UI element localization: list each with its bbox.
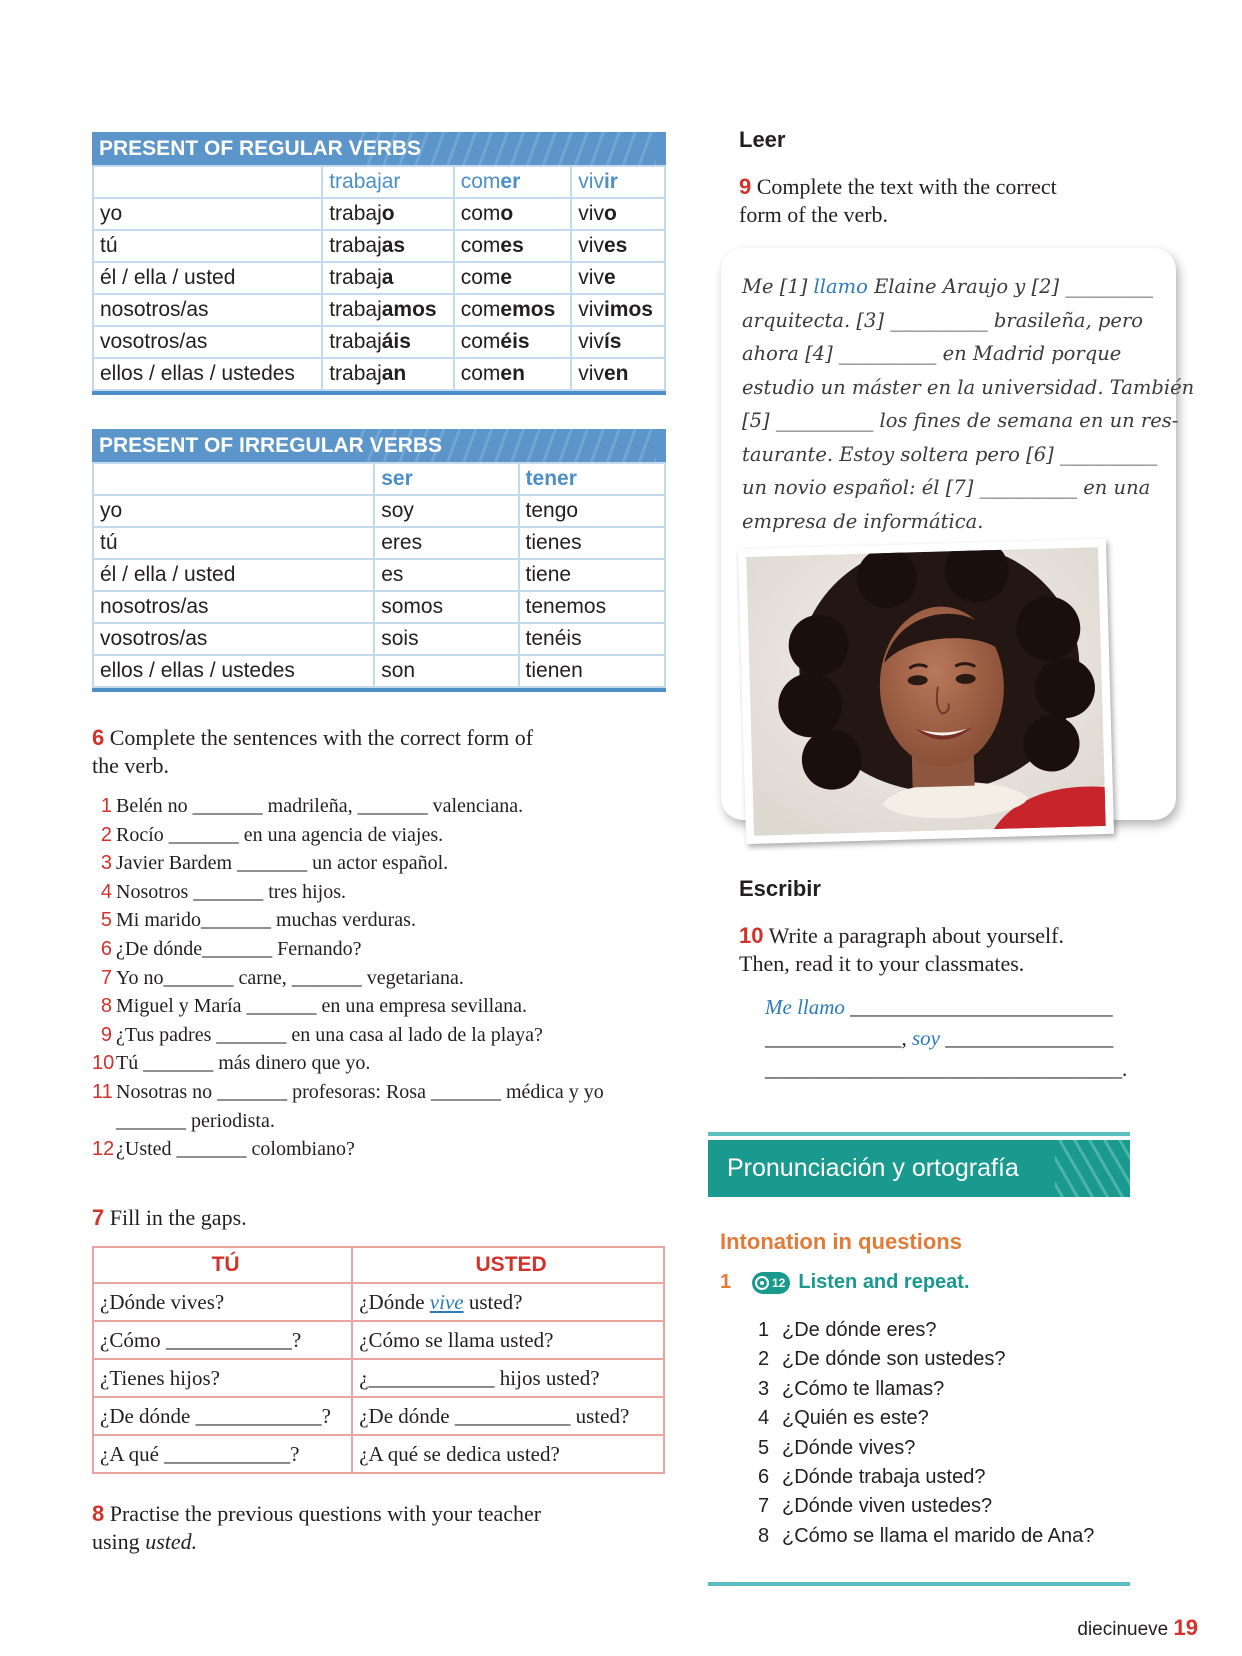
card-line-text-end: Elaine Araujo y [2] _________ (867, 275, 1154, 298)
item-text: Nosotras no _______ profesoras: Rosa _______ médica y yo (116, 1080, 604, 1103)
conjugation-cell: trabaja (322, 262, 454, 294)
ex10-number: 10 (739, 923, 764, 948)
conjugation-cell: vivís (571, 326, 665, 358)
conjugation-cell: comen (454, 358, 572, 390)
item-text: Rocío _______ en una agencia de viajes. (116, 823, 444, 846)
item-number: 8 (758, 1524, 770, 1547)
item-text: Javier Bardem _______ un actor español. (116, 852, 449, 875)
conjugation-cell: tenéis (519, 623, 665, 655)
conjugation-cell: trabajáis (322, 326, 454, 358)
table-bottom-rule (92, 688, 666, 692)
item-text: ¿Dónde viven ustedes? (782, 1495, 993, 1518)
item-text: ¿Cómo se llama el marido de Ana? (782, 1524, 1095, 1547)
list-item (758, 1404, 1094, 1433)
list-item (758, 1522, 1094, 1551)
ex9-line1: Complete the text with the correct (756, 174, 1057, 199)
ex7-instruction (92, 1204, 247, 1232)
table-row (93, 655, 665, 687)
cd-audio-icon[interactable] (752, 1272, 790, 1294)
usted-text: ¿Dónde (359, 1289, 430, 1314)
conjugation-cell: tiene (519, 559, 665, 591)
tu-cell: ¿Cómo ____________? (93, 1321, 352, 1359)
conjugation-cell: eres (374, 527, 518, 559)
list-item (92, 849, 682, 878)
item-number: 9 (100, 1023, 112, 1046)
pronunciation-bar (708, 1140, 1130, 1197)
table-row (93, 591, 665, 623)
escribir-heading: Escribir (739, 876, 821, 901)
pron-top-rule (708, 1132, 1130, 1136)
tu-usted-header (93, 1247, 664, 1283)
reading-card-text (742, 270, 1195, 538)
item-number: 6 (758, 1466, 770, 1489)
item-text: ¿Usted _______ colombiano? (116, 1138, 355, 1161)
table-row (93, 559, 665, 591)
ex8-line1: Practise the previous questions with your teacher (109, 1501, 542, 1526)
item-text: _______ periodista. (116, 1109, 275, 1132)
list-item (92, 992, 682, 1021)
item-text: ¿De dónde eres? (782, 1319, 937, 1341)
list-item (758, 1492, 1094, 1521)
usted-text: ¿De dónde ___________ usted? (359, 1403, 630, 1428)
item-text: ¿Cómo te llamas? (782, 1377, 945, 1400)
ex8-number: 8 (92, 1501, 105, 1526)
pronoun-cell: nosotros/as (93, 591, 374, 623)
conjugation-cell: soy (374, 495, 518, 527)
usted-text: ¿Cómo se llama usted? (359, 1327, 554, 1352)
conjugation-cell: vive (571, 262, 665, 294)
item-number: 7 (100, 966, 112, 989)
list-item (92, 1135, 682, 1164)
conjugation-cell: tienes (519, 527, 665, 559)
conjugation-cell: comemos (454, 294, 572, 326)
list-item (758, 1316, 1094, 1345)
item-number: 12 (92, 1138, 115, 1161)
header-vivir: vivir (571, 166, 665, 198)
conjugation-cell: sois (374, 623, 518, 655)
conjugation-cell: vivo (571, 198, 665, 230)
writing-blank-2[interactable]: _____________ (765, 1026, 902, 1050)
list-item (92, 935, 682, 964)
item-text: Mi marido_______ muchas verduras. (116, 909, 416, 932)
card-line-text: [5] __________ los fines de semana en un res- (742, 409, 1179, 432)
conjugation-cell: trabajo (322, 198, 454, 230)
writing-blank-3[interactable]: ________________ (945, 1026, 1114, 1050)
ex6-instruction (92, 724, 672, 780)
leer-heading: Leer (739, 127, 786, 152)
item-number: 7 (758, 1495, 770, 1518)
item-number: 2 (100, 823, 112, 846)
conjugation-cell: tienen (519, 655, 665, 687)
item-text: Miguel y María _______ en una empresa sevillana. (116, 995, 527, 1018)
card-line (742, 371, 1195, 405)
list-item (92, 821, 682, 850)
usted-cell (352, 1397, 664, 1435)
ex10-line1: Write a paragraph about yourself. (768, 923, 1064, 948)
table-row (93, 1435, 664, 1473)
list-item (92, 964, 682, 993)
item-text: Tú _______ más dinero que yo. (116, 1052, 371, 1075)
table-row (93, 262, 665, 294)
ex6-line1: Complete the sentences with the correct form of (109, 725, 534, 750)
table-row (93, 1321, 664, 1359)
ex9-number: 9 (739, 174, 752, 199)
header-tener: tener (519, 463, 665, 495)
card-line (742, 304, 1162, 338)
tu-cell: ¿A qué ____________? (93, 1435, 352, 1473)
pron-ex1-number: 1 (720, 1271, 732, 1293)
pronoun-cell: ellos / ellas / ustedes (93, 358, 322, 390)
col-usted: USTED (352, 1247, 664, 1283)
usted-cell (352, 1435, 664, 1473)
cd-track-number: 12 (772, 1275, 786, 1290)
list-item (92, 1049, 682, 1078)
conjugation-cell: somos (374, 591, 518, 623)
item-number: 2 (758, 1348, 770, 1371)
pron-ex1-text: Listen and repeat. (798, 1271, 970, 1293)
table-bottom-rule (92, 391, 666, 395)
card-line-text: estudio un máster en la universidad. También (742, 375, 1195, 399)
page-footer (1077, 1615, 1198, 1641)
conjugation-cell: comes (454, 230, 572, 262)
header-comer: comer (454, 166, 572, 198)
col-tu: TÚ (93, 1247, 352, 1283)
conjugation-cell: viven (571, 358, 665, 390)
item-text: ¿De dónde son ustedes? (782, 1348, 1006, 1371)
soy-label: soy (912, 1026, 940, 1050)
conjugation-cell: son (374, 655, 518, 687)
item-number: 5 (100, 909, 112, 932)
header-ser: ser (374, 463, 518, 495)
usted-cell (352, 1359, 664, 1397)
pronoun-cell: nosotros/as (93, 294, 322, 326)
table-row (93, 623, 665, 655)
ex9-instruction (739, 173, 1159, 229)
conjugation-cell: es (374, 559, 518, 591)
usted-cell (352, 1283, 664, 1321)
ex8-instruction (92, 1500, 692, 1556)
writing-blank-1[interactable]: _________________________ (850, 995, 1113, 1019)
list-item (92, 1078, 682, 1107)
list-item (758, 1375, 1094, 1404)
card-line (742, 270, 1162, 304)
usted-cell (352, 1321, 664, 1359)
writing-blank-4[interactable]: __________________________________. (765, 1057, 1128, 1081)
tu-cell: ¿Tienes hijos? (93, 1359, 352, 1397)
pronoun-cell: vosotros/as (93, 326, 322, 358)
regular-verbs-table (92, 132, 666, 395)
conjugation-cell: tenemos (519, 591, 665, 623)
card-line-text: ahora [4] __________ en Madrid porque (742, 342, 1122, 365)
pronoun-cell: él / ella / usted (93, 559, 374, 591)
pronoun-cell: él / ella / usted (93, 262, 322, 294)
item-number: 6 (100, 937, 112, 960)
card-line-text: taurante. Estoy soltera pero [6] __________ (742, 442, 1158, 466)
conjugation-cell: vivimos (571, 294, 665, 326)
pronoun-cell: yo (93, 495, 374, 527)
card-line (742, 337, 1162, 371)
list-item (758, 1345, 1094, 1374)
ex8-line2-em: usted. (145, 1529, 198, 1554)
item-text: Yo no_______ carne, _______ vegetariana. (116, 966, 464, 989)
intonation-subheading: Intonation in questions (720, 1229, 962, 1254)
questions-list (758, 1316, 1094, 1551)
list-item (92, 1107, 682, 1136)
table-row (93, 230, 665, 262)
portrait-photo (738, 539, 1114, 844)
item-text: ¿Dónde trabaja usted? (782, 1466, 986, 1489)
pronoun-cell: ellos / ellas / ustedes (93, 655, 374, 687)
table-header-row (93, 166, 665, 198)
table-row (93, 326, 665, 358)
item-text: ¿Dónde vives? (782, 1436, 916, 1459)
usted-text-end: usted? (463, 1289, 523, 1314)
item-text: Belén no _______ madrileña, _______ valenciana. (116, 795, 524, 817)
conjugation-cell: trabajas (322, 230, 454, 262)
ex6-list (92, 792, 682, 1164)
ex8-line2-pre: using (92, 1529, 146, 1554)
conjugation-cell: tengo (519, 495, 665, 527)
table-row (93, 198, 665, 230)
ex7-number: 7 (92, 1205, 105, 1230)
pron-ex1-instruction (720, 1271, 970, 1294)
list-item (92, 792, 682, 821)
card-line (742, 404, 1179, 438)
item-text: Nosotros _______ tres hijos. (116, 880, 346, 903)
page-number-word: diecinueve (1077, 1619, 1169, 1640)
pronoun-cell: tú (93, 230, 322, 262)
ex6-number: 6 (92, 725, 105, 750)
card-line-text: empresa de informática. (742, 509, 984, 533)
conjugation-cell: coméis (454, 326, 572, 358)
pron-bottom-rule (708, 1582, 1130, 1586)
ex7-title: Fill in the gaps. (109, 1205, 247, 1230)
item-number: 5 (758, 1436, 770, 1459)
item-number: 4 (100, 880, 112, 903)
irregular-verbs-table (92, 429, 666, 692)
card-line (742, 471, 1162, 505)
table-row (93, 358, 665, 390)
table-row (93, 495, 665, 527)
list-item (92, 906, 682, 935)
item-text: ¿De dónde_______ Fernando? (116, 937, 362, 960)
item-number: 3 (758, 1377, 770, 1400)
irregular-verbs-title-bar (92, 429, 666, 462)
ex10-line2: Then, read it to your classmates. (739, 951, 1025, 976)
tu-cell: ¿Dónde vives? (93, 1283, 352, 1321)
list-item (92, 878, 682, 907)
table-header-row (93, 463, 665, 495)
comma: , (901, 1026, 912, 1050)
me-llamo-label: Me llamo (765, 995, 845, 1019)
item-number: 4 (758, 1407, 770, 1430)
item-number: 3 (100, 852, 112, 875)
card-answer: llamo (813, 275, 868, 298)
pronoun-cell: yo (93, 198, 322, 230)
list-item (758, 1434, 1094, 1463)
conjugation-cell: trabajamos (322, 294, 454, 326)
pronoun-cell: vosotros/as (93, 623, 374, 655)
item-number: 1 (758, 1319, 770, 1341)
table-row (93, 1397, 664, 1435)
ex10-instruction (739, 922, 1169, 978)
card-line-text: Me [1] (742, 275, 814, 298)
table-row (93, 294, 665, 326)
ex10-writing-lines (765, 992, 1127, 1085)
item-text: ¿Quién es este? (782, 1407, 929, 1430)
usted-example-verb: vive (429, 1289, 464, 1314)
tu-usted-table (92, 1246, 665, 1474)
item-number: 10 (92, 1052, 115, 1075)
list-item (92, 1021, 682, 1050)
conjugation-cell: vives (571, 230, 665, 262)
ex6-line2: the verb. (92, 753, 169, 778)
header-trabajar: trabajar (322, 166, 454, 198)
item-number: 11 (92, 1080, 113, 1103)
tu-cell: ¿De dónde ____________? (93, 1397, 352, 1435)
card-line (742, 438, 1162, 472)
conjugation-cell: como (454, 198, 572, 230)
card-line (742, 505, 1162, 539)
item-number: 8 (100, 995, 112, 1018)
item-text: ¿Tus padres _______ en una casa al lado de la playa? (116, 1023, 543, 1046)
page-number: 19 (1173, 1615, 1198, 1640)
ex9-line2: form of the verb. (739, 202, 889, 227)
card-line-text: arquitecta. [3] __________ brasileña, pero (742, 308, 1144, 332)
list-item (758, 1463, 1094, 1492)
card-line-text: un novio español: él [7] __________ en una (742, 476, 1151, 499)
conjugation-cell: come (454, 262, 572, 294)
table-row (93, 1359, 664, 1397)
usted-text: ¿____________ hijos usted? (359, 1365, 600, 1390)
conjugation-cell: trabajan (322, 358, 454, 390)
irregular-verbs-title: PRESENT OF IRREGULAR VERBS (99, 434, 443, 457)
usted-text: ¿A qué se dedica usted? (359, 1441, 560, 1466)
regular-verbs-title-bar (92, 132, 666, 165)
table-row (93, 527, 665, 559)
pronunciation-title: Pronunciación y ortografía (727, 1154, 1019, 1182)
table-row (93, 1283, 664, 1321)
item-number: 1 (100, 795, 112, 817)
pronoun-cell: tú (93, 527, 374, 559)
regular-verbs-title: PRESENT OF REGULAR VERBS (99, 137, 422, 160)
